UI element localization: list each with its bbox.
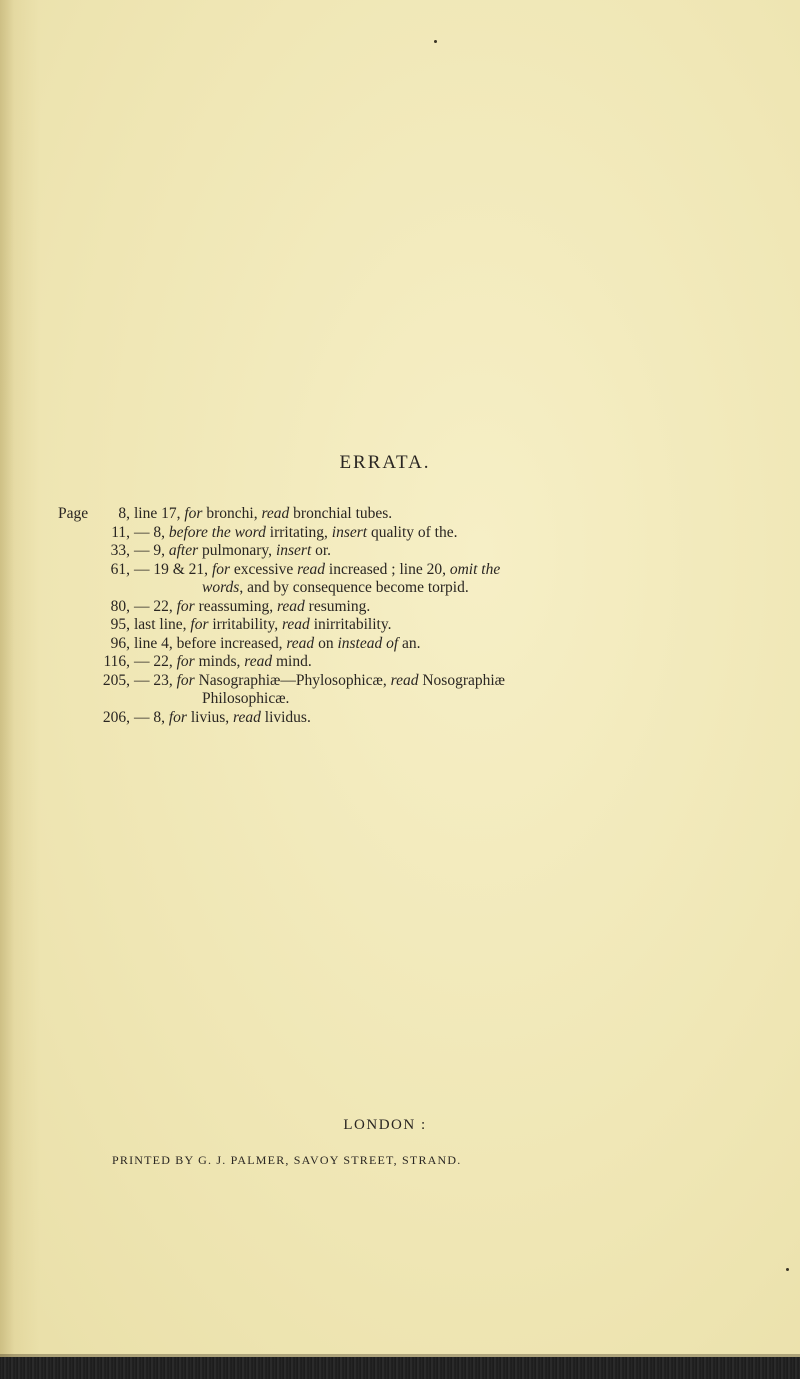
errata-text: last line, [134,616,191,633]
errata-italic-text: after [168,542,199,559]
errata-italic-text: for [184,505,203,522]
errata-text: bronchi, [202,505,262,522]
errata-text: an. [398,634,421,652]
errata-italic-text: before the word [168,523,266,541]
errata-correction [134,505,392,524]
errata-text: — 9, [134,542,169,559]
errata-continuation [58,579,778,598]
errata-page-number: 116, [103,653,130,670]
errata-entry [58,672,778,691]
errata-page-number: 8, [118,505,130,522]
page-label [58,653,100,672]
errata-correction [134,524,457,543]
errata-entry [58,653,778,672]
errata-italic-text: read [276,597,305,615]
errata-text: Nasographiæ—Phylosophicæ, [194,671,391,689]
errata-text: irritating, [265,523,332,541]
errata-entry [58,616,778,635]
errata-correction [134,709,311,728]
page-label [58,709,100,728]
errata-entry [58,561,778,580]
page-label [58,542,100,561]
errata-correction [134,561,500,580]
errata-text: — 22, [134,597,177,615]
errata-page-number: 61, [110,560,130,578]
errata-list [58,505,778,727]
errata-correction [134,616,391,635]
errata-page-number: 205, [102,671,130,689]
errata-italic-text: for [176,597,195,615]
errata-italic-text: omit the [449,560,501,578]
errata-italic-text: read [281,616,310,633]
errata-page-number: 33, [110,542,130,559]
paper-speck [786,1268,789,1271]
errata-italic-text: read [244,653,273,670]
errata-text: excessive [230,560,298,578]
errata-text: , and by consequence become torpid. [239,579,469,596]
errata-correction [134,598,370,617]
errata-italic-text: read [233,708,261,726]
errata-italic-text: for [176,671,195,689]
errata-italic-text: read [390,671,419,689]
errata-text: or. [311,542,332,559]
page-label [58,672,100,691]
errata-text: minds, [194,653,245,670]
errata-text: — 22, [134,653,177,670]
errata-entry [58,709,778,728]
errata-correction [134,672,505,691]
imprint-printer: PRINTED BY G. J. PALMER, SAVOY STREET, STRAND. [112,1153,462,1167]
page-bottom-edge [0,1357,800,1379]
errata-text: livius, [186,708,234,726]
errata-heading: ERRATA. [339,452,431,473]
errata-text: — 23, [134,671,177,689]
errata-text: inirritability. [309,616,392,633]
errata-italic-text: instead of [337,634,399,652]
errata-entry [58,598,778,617]
errata-entry [58,524,778,543]
errata-correction [134,635,421,654]
errata-italic-text: read [286,634,315,652]
page-label [58,635,100,654]
errata-italic-text: words [202,579,240,596]
page-edge-shadow [0,0,14,1379]
errata-text: quality of the. [367,523,458,541]
errata-italic-text: for [211,560,231,578]
imprint-city: LONDON : [343,1117,427,1133]
errata-correction [134,653,312,672]
page-label [58,616,100,635]
errata-italic-text: read [261,505,290,522]
errata-page-number: 206, [102,708,130,726]
errata-text: bronchial tubes. [289,505,393,522]
errata-continuation [58,690,778,709]
errata-text: Philosophicæ. [202,690,290,707]
errata-page-number: 95, [110,616,130,633]
errata-italic-text: for [168,708,187,726]
page-label [58,561,100,580]
errata-text: — 19 & 21, [134,560,212,578]
errata-italic-text: for [176,653,195,670]
errata-text: increased ; line 20, [325,560,450,578]
errata-italic-text: insert [275,542,312,559]
errata-italic-text: for [190,616,209,633]
errata-entry [58,542,778,561]
errata-text: on [314,634,338,652]
errata-text: — 8, [134,523,169,541]
errata-entry [58,635,778,654]
errata-text: line 17, [134,505,185,522]
page-label [58,598,100,617]
errata-entry [58,505,778,524]
errata-page-number: 11, [111,523,130,541]
errata-text: mind. [272,653,312,670]
page-label: Page [58,505,89,522]
errata-italic-text: read [297,560,326,578]
errata-italic-text: insert [331,523,368,541]
errata-page-number: 80, [110,597,130,615]
errata-text: reassuming, [194,597,277,615]
errata-text: line 4, before increased, [134,634,287,652]
errata-text: irritability, [208,616,282,633]
errata-text: resuming. [304,597,371,615]
errata-text: Nosographiæ [418,671,506,689]
errata-text: — 8, [134,708,169,726]
errata-text: lividus. [260,708,311,726]
errata-page-number: 96, [110,634,130,652]
errata-text: pulmonary, [198,542,276,559]
errata-correction [134,542,331,561]
paper-speck [434,40,437,43]
page-label [58,524,100,543]
